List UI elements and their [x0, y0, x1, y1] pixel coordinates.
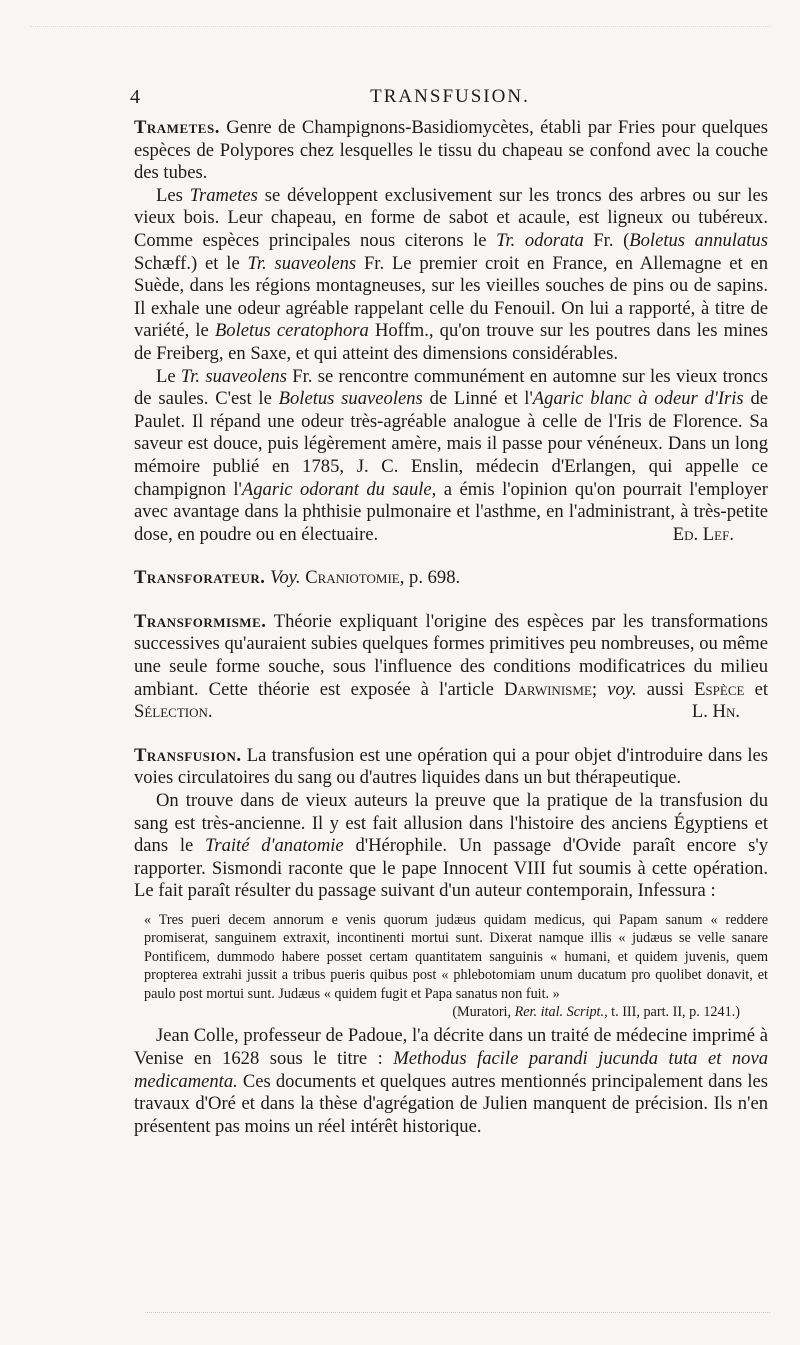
italic-run: Boletus ceratophora — [214, 320, 369, 342]
trametes-paragraph-3 — [134, 366, 768, 547]
text-run: et — [744, 678, 768, 700]
text-run: Théorie expliquant l'origine des espèces par les transformations successives qu'auraient subies quelques formes primitives peu nombreuses, ou même une seule forme souche, sous l'influence des conditions modificatrices du milieu ambiant. Cette théorie est exposée à l'article — [134, 610, 768, 700]
text-run: Jean Colle, professeur de Padoue, l'a décrite dans un traité de médecine imprimé à Venise en 1628 sous le titre : — [134, 1025, 768, 1070]
text-run: Les — [156, 184, 190, 206]
italic-run: Tr. suaveolens — [247, 252, 357, 274]
text-run: On trouve dans de vieux auteurs la preuve que la pratique de la transfusion du sang est très-ancienne. Il y est fait allusion dans l'histoire des anciens Égyptiens et dans le — [134, 790, 768, 857]
transfusion-paragraph-3 — [134, 1025, 768, 1138]
text-run: . — [207, 701, 213, 723]
italic-run: Tr. odorata — [496, 229, 584, 251]
spacer — [134, 546, 768, 567]
italic-run: Rer. ital. Script. — [514, 1004, 605, 1021]
text-run: de Linné et l' — [422, 388, 533, 410]
italic-run: Tr. suaveolens — [180, 365, 287, 387]
quotation-text: « Tres pueri decem annorum e venis quorum judæus quidam medicus, qui Papam sanum « reddere promiserat, sanguinem extraxit, incontinenti mortui sunt. Dixerat namque illis « judæus se velle sanare Pontificem, dummodo habere posset certam quantitatem sanguinis « humani, et quidem juvenis, quem propterea extrahi jussit a tribus pueris quibus post « phlebotomiam unum ducatum pro quolibet donavit, et paulo post mortui sunt. Judæus « quidem fugit et Papa sanatus non fuit. » — [144, 912, 768, 1002]
text-run: Fr. ( — [583, 229, 630, 251]
trametes-paragraph-2 — [134, 185, 768, 366]
headword-transfusion: Transfusion. — [134, 744, 242, 766]
latin-quotation — [144, 911, 768, 1021]
signature-trametes: Ed. Lef. — [672, 523, 734, 545]
spacer — [134, 724, 768, 745]
page-header — [130, 86, 770, 112]
italic-run: Trametes — [189, 184, 258, 206]
text-run: Fr. se rencontre communément en automne sur les vieux troncs de saules. C'est le — [134, 365, 769, 410]
headword-transforateur: Transforateur. — [134, 567, 266, 589]
transfusion-definition: La transfusion est une opération qui a pour objet d'introduire dans les voies circulatoires du sang ou d'autres liquides dans un but thérapeutique. — [134, 744, 768, 789]
italic-run: Agaric odorant du saule — [241, 478, 432, 500]
scan-artifact-bottom — [145, 1312, 770, 1319]
spacer — [134, 590, 768, 611]
entry-transforateur — [134, 567, 768, 590]
entry-transfusion — [134, 745, 768, 790]
page-ref: , p. 698. — [399, 567, 461, 589]
body-text — [134, 117, 768, 1138]
entry-trametes — [134, 117, 768, 185]
cross-ref-espece: Espèce — [694, 678, 745, 700]
quotation-source — [144, 1003, 740, 1021]
voy-abbrev: Voy. — [270, 567, 301, 589]
headword-transformisme: Transformisme. — [134, 610, 267, 632]
voy-abbrev: voy. — [607, 678, 637, 700]
page-number: 4 — [130, 86, 140, 108]
scan-artifact-top — [30, 26, 770, 35]
text-run: aussi — [636, 678, 695, 700]
cross-ref-craniotomie: Craniotomie — [305, 567, 400, 589]
headword-trametes: Trametes. — [134, 117, 220, 138]
text-run: de Paulet. Il répand une odeur très-agréable analogue à celle de l'Iris de Florence. Sa saveur est douce, puis légèrement amère, mais il passe pour vénéneux. Dans un long mémoire publié en 1785, J. C. Enslin, médecin d'Erlangen, qui appelle ce champignon l' — [134, 388, 768, 500]
running-title: TRANSFUSION. — [370, 86, 530, 107]
text-run: d'Hérophile. Un passage d'Ovide paraît encore s'y rapporter. Sismondi raconte que le pape Innocent VIII fut soumis à cette opération. Le fait paraît résulter du passage suivant d'un auteur contemporain, Infessura : — [134, 835, 768, 902]
text-run: Schæff.) et le — [134, 252, 248, 274]
italic-run: Methodus facile parandi jucunda tuta et nova medicamenta. — [134, 1048, 768, 1092]
text-run: , a émis l'opinion qu'on pourrait l'employer avec avantage dans la phthisie pulmonaire et l'asthme, en l'administrant, à très-petite dose, en poudre ou en électuaire. — [134, 478, 768, 545]
entry-transformisme — [134, 611, 768, 724]
italic-run: Boletus suaveolens — [278, 388, 423, 410]
cross-ref-darwinisme: Darwinisme — [504, 678, 592, 700]
text-run: Ces documents et quelques autres mentionnés principalement dans les travaux d'Oré et dans la thèse d'agrégation de Julien manquent de précision. Ils n'en présentent pas moins un réel intérêt historique. — [134, 1070, 768, 1137]
italic-run: Boletus annulatus — [629, 229, 768, 251]
text-run: ; — [591, 678, 608, 700]
transfusion-paragraph-2 — [134, 790, 768, 903]
italic-run: Traité d'anatomie — [205, 835, 344, 857]
trametes-definition: Genre de Champignons-Basidiomycètes, établi par Fries pour quelques espèces de Polypores chez lesquelles le tissu du chapeau se confond avec la couche des tubes. — [134, 117, 769, 184]
text-run: Fr. Le premier croit en France, en Allemagne et en Suède, dans les régions montagneuses, sur les vieilles souches de pins ou de sapins. Il exhale une odeur agréable rappelant celle du Fenouil. On lui a rapporté, à titre de variété, le — [134, 252, 768, 342]
text-run: Hoffm., qu'on trouve sur les poutres dans les mines de Freiberg, en Saxe, et qui atteint des dimensions considérables. — [134, 320, 768, 364]
italic-run: Agaric blanc à odeur d'Iris — [532, 388, 744, 410]
text-run: (Muratori, — [452, 1004, 515, 1021]
signature-transformisme: L. Hn. — [691, 701, 740, 723]
text-run: se développent exclusivement sur les troncs des arbres ou sur les vieux bois. Leur chapeau, en forme de sabot et acaule, est ligneux ou tubéreux. Comme espèces principales nous citerons le — [134, 184, 768, 251]
text-run: , t. III, part. II, p. 1241.) — [604, 1004, 740, 1021]
cross-ref-selection: Sélection — [134, 701, 208, 723]
text-run: Le — [156, 365, 181, 387]
